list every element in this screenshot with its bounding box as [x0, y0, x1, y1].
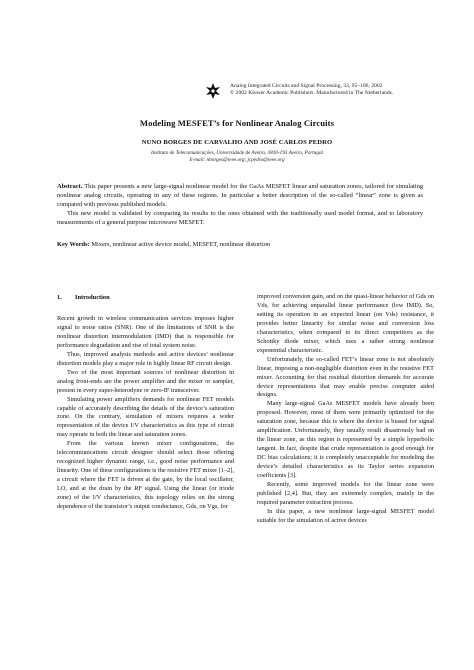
- author-affiliation-block: [0, 150, 474, 164]
- paper-authors: NUNO BORGES DE CARVALHO AND JOSÉ CARLOS PEDRO: [141, 139, 333, 146]
- abstract-text-1: This paper presents a new large-signal nonlinear model for the GaAs MESFET linear and saturation zones, tailored for simulating nonlinear analog circuits, operating in any of these regions. In particular a better description of the so-called “linear” zone is given as compared with previous published models.: [57, 183, 424, 208]
- abstract-paragraph-1: [57, 183, 423, 210]
- keywords-label: Key Words:: [57, 241, 90, 248]
- paper-title: Modeling MESFET’s for Nonlinear Analog Circuits: [139, 118, 335, 128]
- author-affiliation: Instituto de Telecomunicações, Universidade de Aveiro, 3810-193 Aveiro, Portugal: [151, 150, 323, 156]
- journal-citation: Analog Integrated Circuits and Signal Processing, 33, 95–106, 2002: [230, 83, 383, 89]
- section-number: 1.: [57, 294, 62, 301]
- journal-header: [230, 83, 445, 98]
- abstract-label: Abstract.: [57, 183, 83, 190]
- body-paragraph: Simulating power amplifiers demands for nonlinear FET models capable of accurately describing the details of the device’s saturation zone. On the contrary, simulation of mixers requires a wider representation of the device I/V characteristics as this type of circuit may operate in both the linear and saturation zones.: [57, 395, 234, 439]
- section-title: Introduction: [75, 294, 110, 301]
- body-paragraph: Recent growth in wireless communication services imposes higher signal to noise ratios (SNR). One of the limitations of SNR is the nonlinear distortion intermodulation (IMD) that is responsible for performance degradation and rise of total system noise.: [57, 315, 234, 349]
- body-paragraph: Two of the most important sources of nonlinear distortion in analog front-ends are the power amplifier and the mixer or sampler, present in every super-heterodyne or zero-IF transceiver.: [57, 368, 234, 394]
- body-paragraph: From the various known mixer configurations, the telecommunications circuit designer should select those offering recognized higher dynamic range, i.e., good noise performance and linearity. One of these configurations is the resistive FET mixer [1–2], a circuit where the FET is driven at the gate, by the local oscillator, LO, and at the drain by the RF signal. Using the linear (or triode zone) of the I/V characteristics, this topology relies on the strong dependence of the transistor’s output conductance, Gds, on Vgs, for: [57, 440, 234, 511]
- author-email: E-mail: nborges@ieee.org; jcpedro@ieee.org: [189, 156, 285, 163]
- body-paragraph: Unfortunately, the so-called FET’s linear zone is not absolutely linear, imposing a non-negligible distortion even in the resistive FET mixer. Accounting for that residual distortion demands for accurate device representations that may enable precise computer aided designs.: [257, 355, 434, 399]
- body-paragraph: improved conversion gain, and on the quasi-linear behavior of Gds on Vds, for achieving unparallel linear performance (low IMD). So, setting its operation in an expected linear (on Vds) resistance, it provides better linearity for similar noise and conversion loss characteristics, when compared to its direct competitors as the Schottky diode mixer, which uses a rather strong nonlinear exponential characteristic.: [257, 293, 434, 354]
- section-heading: [57, 293, 234, 302]
- right-column: [257, 293, 434, 526]
- keywords-text: Mixers, nonlinear active device model, MESFET, nonlinear distortion: [91, 241, 271, 248]
- journal-copyright: © 2002 Kluwer Academic Publishers. Manufactured in The Netherlands.: [230, 90, 394, 97]
- keywords: [57, 241, 423, 250]
- body-paragraph: Thus, improved analysis methods and active devices’ nonlinear distortion models play a major role in highly linear RF circuit design.: [57, 350, 234, 367]
- kluwer-logo-icon: [205, 82, 221, 100]
- left-column: [57, 293, 234, 512]
- body-paragraph: Many large-signal GaAs MESFET models have already been proposed. However, most of them were primarily optimized for the saturation zone, because this is where the device is biased for signal amplification. Unfortunately, they usually result disastrously bad on the linear zone, as this region is represented by a simple hyperbolic tangent. In fact, despite that crude representation is good enough for DC bias calculations; it is completely unacceptable for modeling the device’s detailed characteristics as its Taylor series expansion coefficients [3].: [257, 400, 434, 480]
- abstract-paragraph-2: This new model is validated by comparing its results to the ones obtained with the traditionally used model format, and to laboratory measurements of a general purpose microwave MESFET.: [57, 209, 423, 226]
- body-paragraph: Recently, some improved models for the linear zone were published [2,4]. But, they are extremely complex, mainly in the required parameter extraction process.: [257, 481, 434, 506]
- abstract: [57, 183, 423, 228]
- body-paragraph: In this paper, a new nonlinear large-signal MESFET model suitable for the simulation of active devices: [257, 507, 434, 524]
